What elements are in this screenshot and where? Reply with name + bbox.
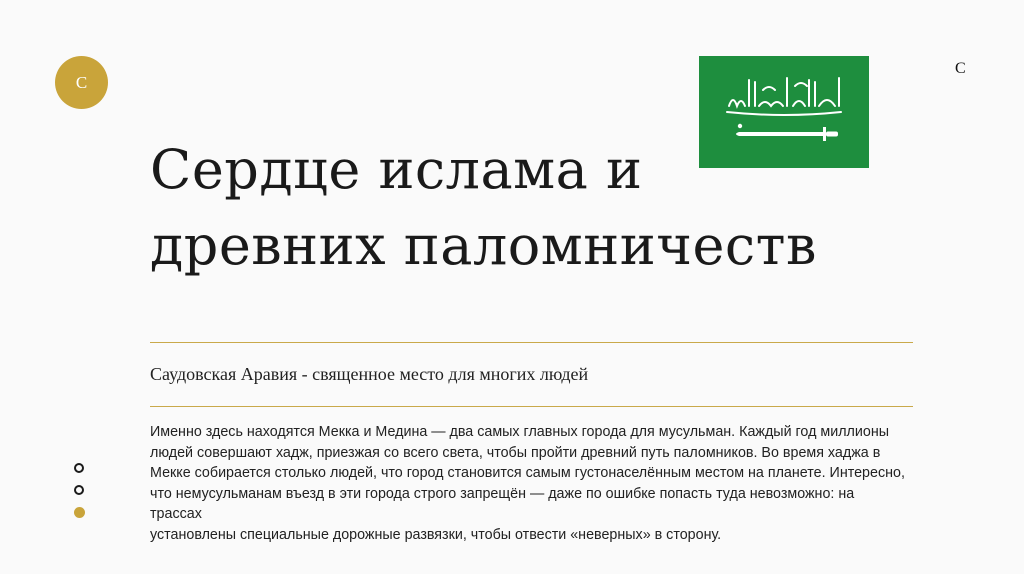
page-title	[150, 132, 850, 284]
nav-dot-3-active[interactable]	[74, 507, 85, 518]
nav-dot-2[interactable]	[74, 485, 84, 495]
title-line-1: Сердце ислама и	[150, 138, 643, 201]
title-line-2: древних паломничеств	[150, 214, 817, 277]
body-paragraph	[150, 422, 910, 546]
slide-navigation	[74, 463, 88, 530]
subtitle: Саудовская Аравия - священное место для многих людей	[150, 364, 589, 384]
body-line: Именно здесь находятся Мекка и Медина — два самых главных города для мусульман. Каждый год миллионы	[150, 424, 889, 440]
corner-letter: С	[955, 60, 966, 77]
section-badge	[55, 56, 108, 109]
nav-dot-1[interactable]	[74, 463, 84, 473]
divider-top	[150, 342, 913, 343]
body-line: людей совершают хадж, приезжая со всего света, чтобы пройти древний путь паломников. Во время хаджа в	[150, 444, 881, 461]
body-line: Мекке собирается столько людей, что город становится самым густонаселённым местом на планете. Интересно,	[150, 465, 905, 482]
body-line: что немусульманам въезд в эти города строго запрещён — даже по ошибке попасть туда невозможно: на трассах	[150, 485, 855, 523]
divider-bottom	[150, 406, 913, 407]
section-badge-letter: С	[75, 72, 88, 92]
body-line: установлены специальные дорожные развязки, чтобы отвести «неверных» в сторону.	[150, 526, 722, 543]
